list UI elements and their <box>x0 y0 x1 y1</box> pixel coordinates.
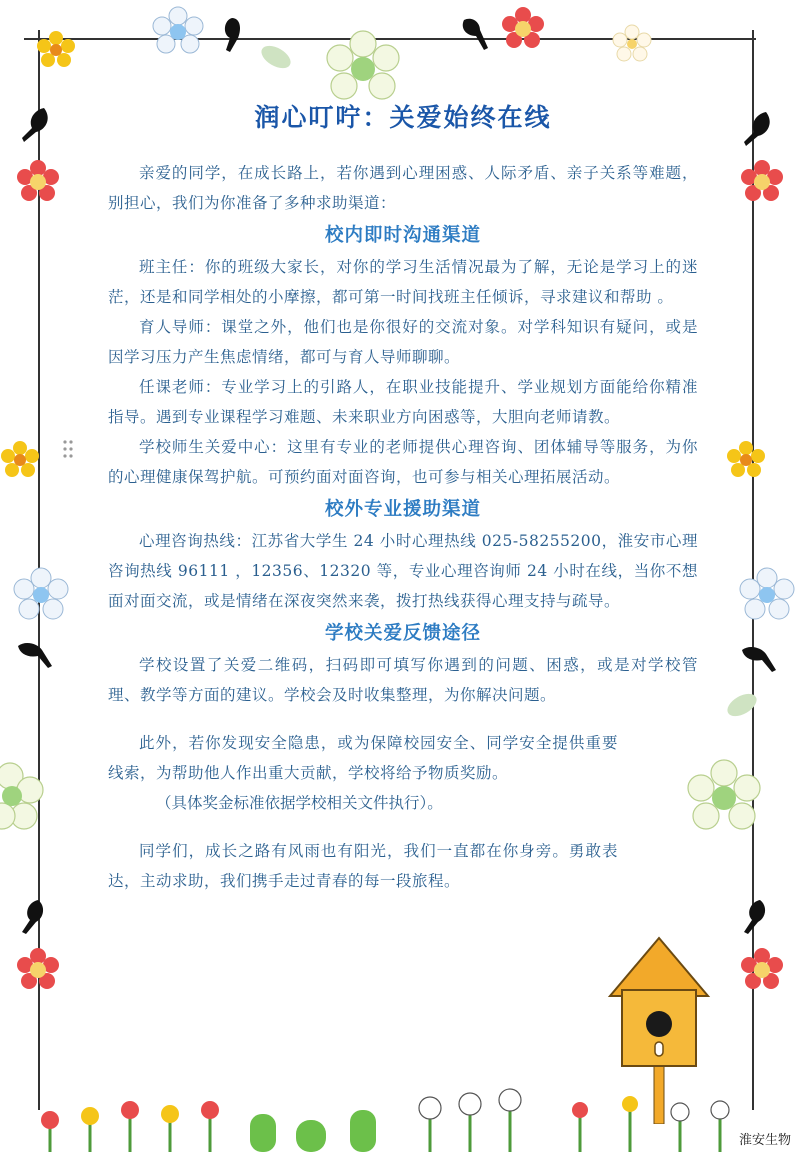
paragraph-subject-teacher: 任课老师：专业学习上的引路人，在职业技能提升、学业规划方面能给你精准指导。遇到专业课程学习难题、未来职业方向困惑等，大胆向老师请教。 <box>108 378 698 426</box>
bird-icon <box>14 636 54 670</box>
paragraph-closing: 同学们，成长之路有风雨也有阳光，我们一直都在你身旁。勇敢表达，主动求助，我们携手走过青春的每一段旅程。 <box>108 842 618 890</box>
flower-icon <box>16 948 60 992</box>
notice-content <box>108 98 698 896</box>
paragraph-qr-code: 学校设置了关爱二维码，扫码即可填写你遇到的问题、困惑，或是对学校管理、教学等方面的建议。学校会及时收集整理，为你解决问题。 <box>108 656 698 704</box>
paragraph-mentor: 育人导师：课堂之外，他们也是你很好的交流对象。对学科知识有疑问，或是因学习压力产生焦虑情绪，都可与育人导师聊聊。 <box>108 318 698 366</box>
reward-note: （具体奖金标准依据学校相关文件执行）。 <box>156 794 443 812</box>
flower-icon <box>726 440 766 480</box>
bird-icon <box>218 14 246 54</box>
flower-icon <box>740 160 784 204</box>
bird-icon <box>456 14 490 54</box>
bird-icon <box>18 896 48 936</box>
paragraph-head-teacher: 班主任：你的班级大家长，对你的学习生活情况最为了解，无论是学习上的迷茫，还是和同学相处的小摩擦，都可第一时间找班主任倾诉，寻求建议和帮助 。 <box>108 258 698 306</box>
daisy-icon <box>738 566 796 624</box>
daisy-icon <box>12 566 70 624</box>
section-heading-campus: 校内即时沟通渠道 <box>324 225 481 246</box>
bird-icon <box>740 108 774 148</box>
flower-icon <box>16 160 60 204</box>
daisy-icon <box>150 4 206 60</box>
flower-icon <box>500 6 546 52</box>
bird-icon <box>740 896 770 936</box>
drag-handle-icon[interactable] <box>62 438 74 460</box>
leaf-icon <box>724 688 760 722</box>
page-title: 润心叮咛：关爱始终在线 <box>254 103 552 132</box>
flower-icon <box>36 30 76 70</box>
flower-icon <box>0 440 40 480</box>
bird-icon <box>18 104 52 144</box>
daisy-icon <box>612 24 652 64</box>
section-heading-feedback: 学校关爱反馈途径 <box>324 623 481 644</box>
section-heading-external: 校外专业援助渠道 <box>324 499 481 520</box>
bird-icon <box>738 640 778 674</box>
paragraph-reward: 此外，若你发现安全隐患，或为保障校园安全、同学安全提供重要线索，为帮助他人作出重大贡献，学校将给予物质奖励。 <box>108 734 618 782</box>
paragraph-care-center: 学校师生关爱中心：这里有专业的老师提供心理咨询、团体辅导等服务，为你的心理健康保驾护航。可预约面对面咨询，也可参与相关心理拓展活动。 <box>108 438 698 486</box>
daisy-icon <box>0 756 44 836</box>
watermark-label: 淮安生物 <box>736 1129 794 1148</box>
garden-border-icon <box>20 1080 740 1152</box>
intro-paragraph: 亲爱的同学，在成长路上，若你遇到心理困惑、人际矛盾、亲子关系等难题，别担心，我们为你准备了多种求助渠道： <box>108 164 698 212</box>
flower-icon <box>740 948 784 992</box>
leaf-icon <box>258 40 294 74</box>
paragraph-hotline: 心理咨询热线：江苏省大学生 24 小时心理热线 025-58255200，淮安市心理咨询热线 96111 ，12356、12320 等，专业心理咨询师 24 小时在线，当你不想面对面交流，或是情绪在深夜突然来袭，拨打热线获得心理支持与疏导。 <box>108 532 698 610</box>
